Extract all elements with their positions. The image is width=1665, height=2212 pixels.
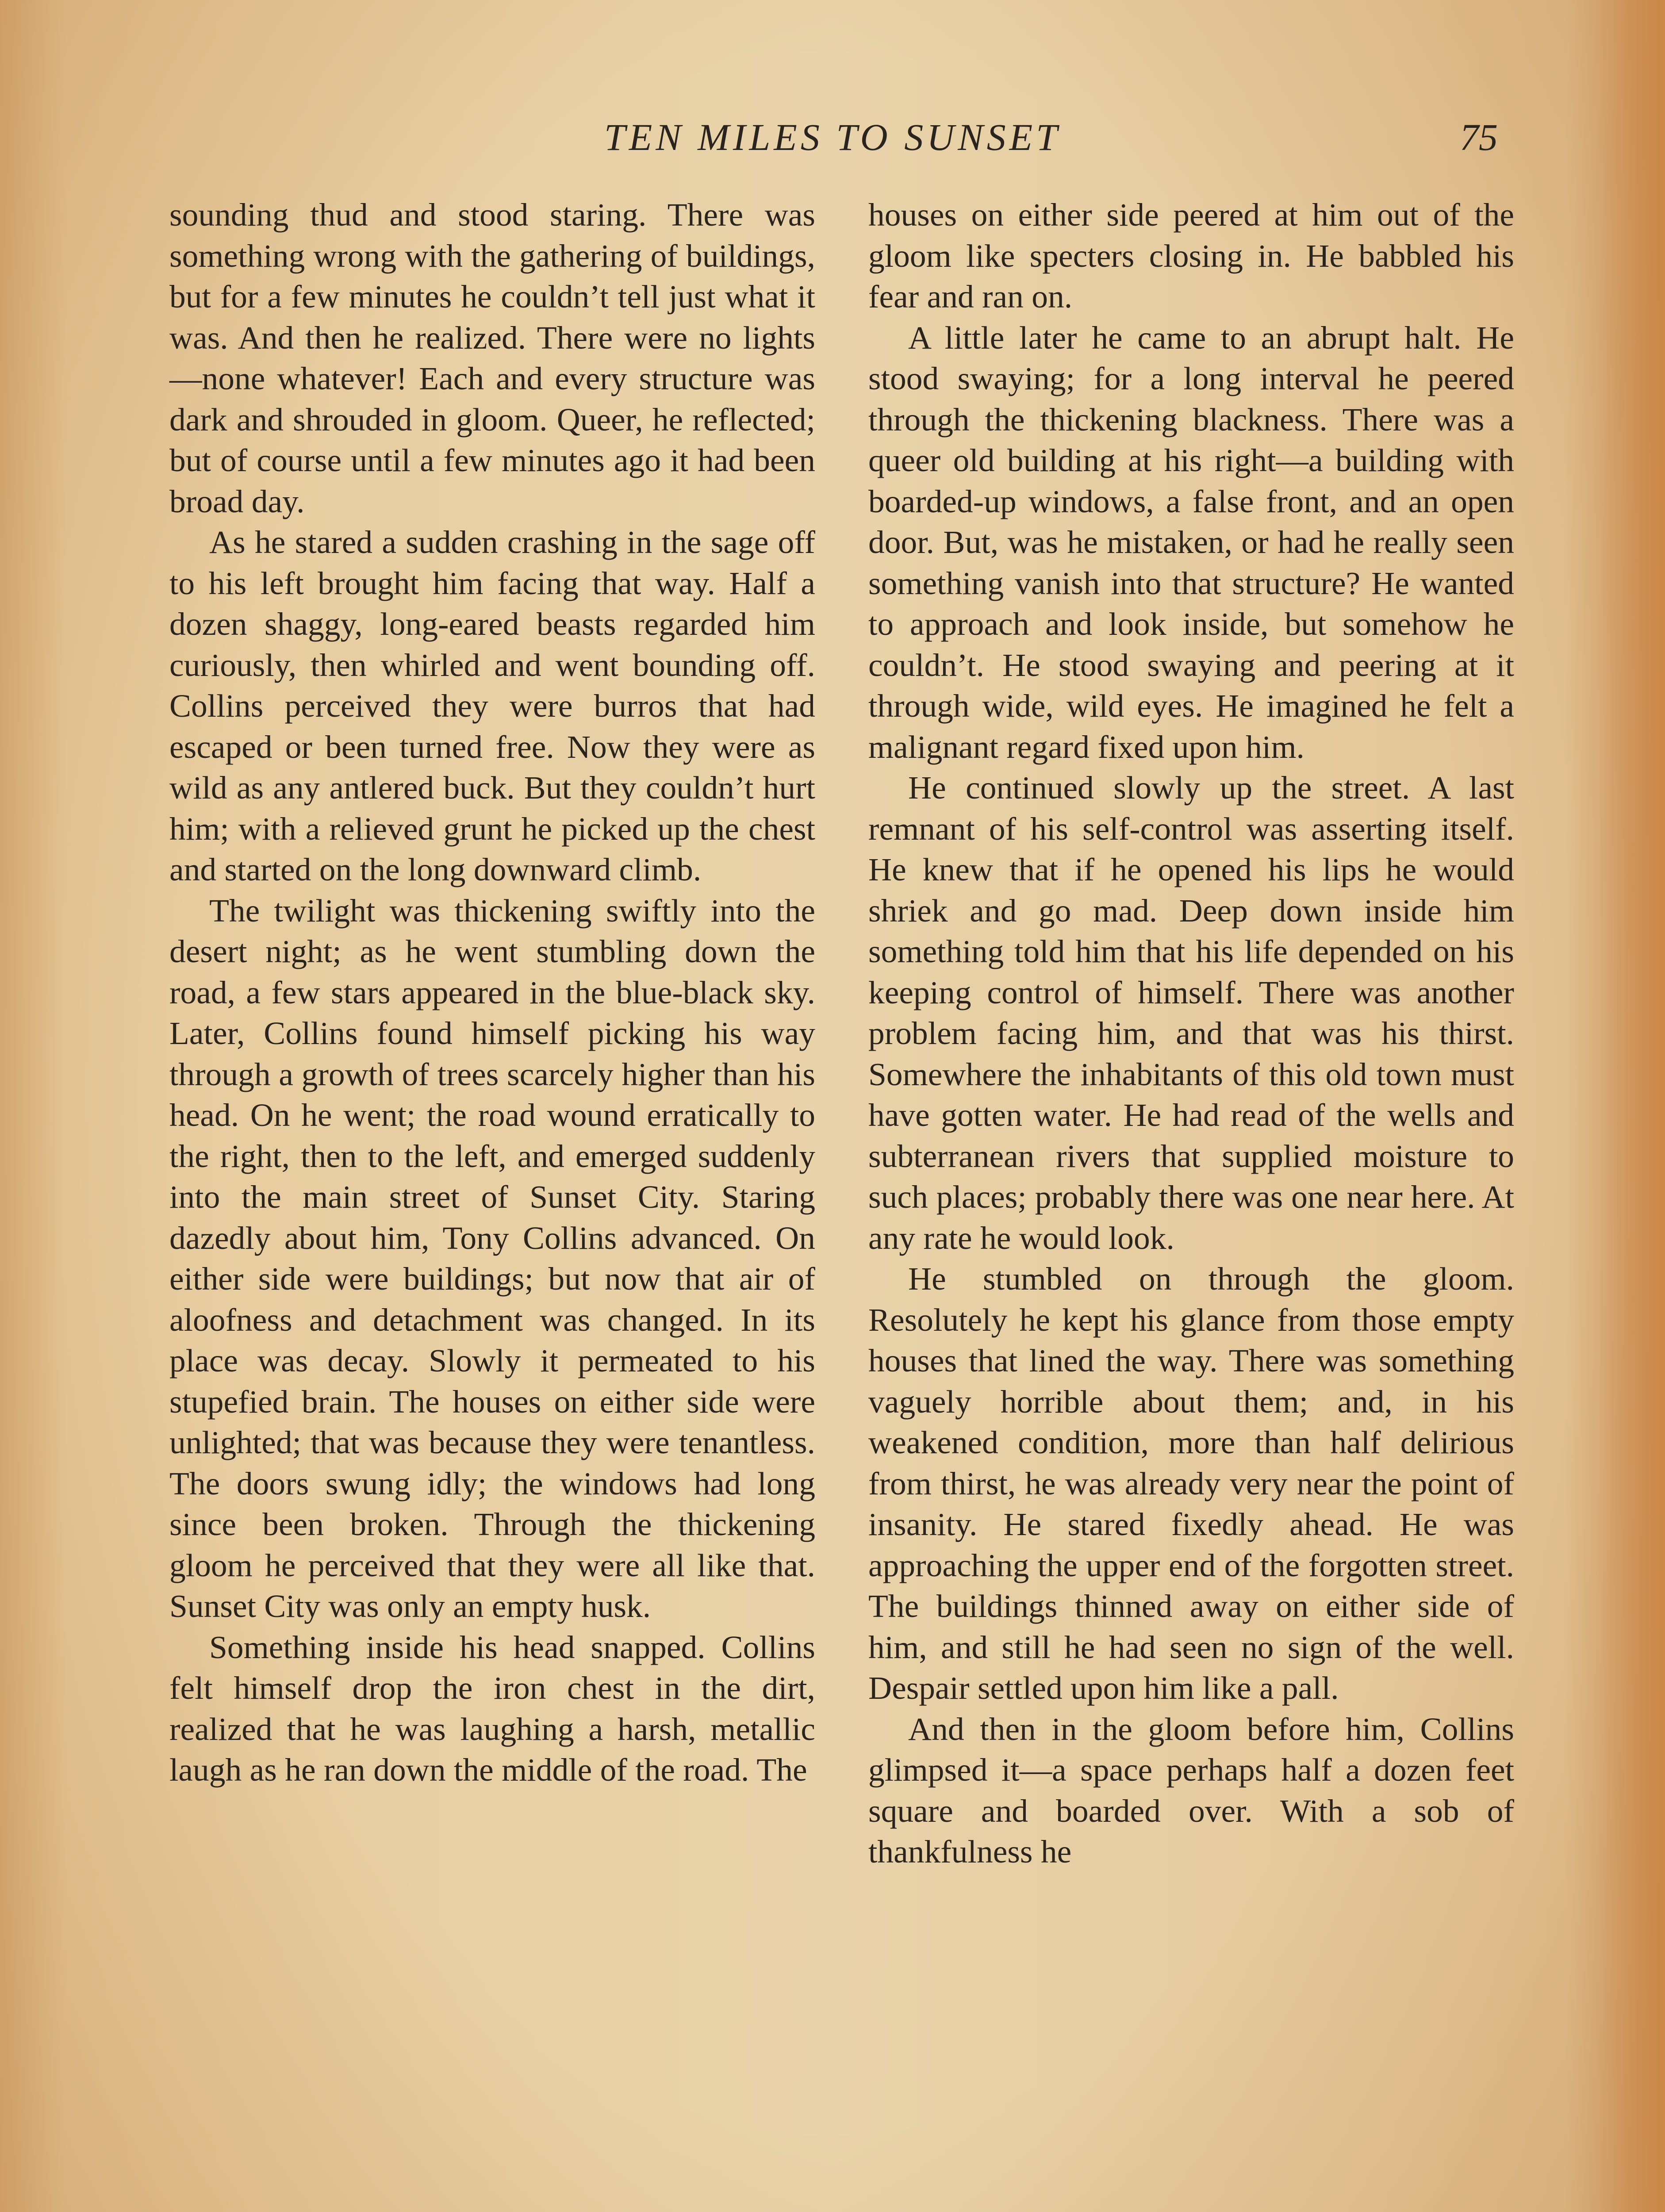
left-column xyxy=(169,195,815,2212)
paragraph: houses on either side peered at him out of the gloom like specters closing in. He babbled his fear and ran on. xyxy=(868,197,1514,315)
paragraph: As he stared a sudden crashing in the sage off to his left brought him facing that way. Half a dozen shaggy, long-eared beasts regarded him curiously, then whirled and went bounding off. Collins perceived they were burros that had escaped or been turned free. Now they were as wild as any antlered buck. But they couldn’t hurt him; with a relieved grunt he picked up the chest and started on the long downward climb. xyxy=(169,524,815,887)
right-column xyxy=(868,195,1514,2212)
paragraph: The twilight was thickening swiftly into the desert night; as he went stumbling down the road, a few stars appeared in the blue-black sky. Later, Collins found himself picking his way through a growth of trees scarcely higher than his head. On he went; the road wound erratically to the right, then to the left, and emerged suddenly into the main street of Sunset City. Staring dazedly about him, Tony Collins advanced. On either side were buildings; but now that air of aloofness and detachment was changed. In its place was decay. Slowly it permeated to his stupefied brain. The houses on either side were unlighted; that was because they were tenantless. The doors swung idly; the windows had long since been broken. Through the thickening gloom he perceived that they were all like that. Sunset City was only an empty husk. xyxy=(169,892,815,1624)
running-title: TEN MILES TO SUNSET xyxy=(604,116,1061,158)
page-number: 75 xyxy=(1460,116,1498,158)
paragraph: And then in the gloom before him, Collins glimpsed it—a space perhaps half a dozen feet square and boarded over. With a sob of thankfulness he xyxy=(868,1711,1514,1870)
paragraph: He continued slowly up the street. A last remnant of his self-control was asserting itself. He knew that if he opened his lips he would shriek and go mad. Deep down inside him something told him that his life depended on his keeping control of himself. There was another problem facing him, and that was his thirst. Somewhere the inhabitants of this old town must have gotten water. He had read of the wells and subterranean rivers that supplied moisture to such places; probably there was one near here. At any rate he would look. xyxy=(868,770,1514,1256)
paragraph: He stumbled on through the gloom. Resolutely he kept his glance from those empty houses that lined the way. There was something vaguely horrible about them; and, in his weakened condition, more than half delirious from thirst, he was already very near the point of insanity. He stared fixedly ahead. He was approaching the upper end of the forgotten street. The buildings thinned away on either side of him, and still he had seen no sign of the well. Despair settled upon him like a pall. xyxy=(868,1261,1514,1706)
paragraph: A little later he came to an abrupt halt. He stood swaying; for a long interval he peered through the thickening blackness. There was a queer old building at his right—a building with boarded-up windows, a false front, and an open door. But, was he mistaken, or had he really seen something vanish into that structure? He wanted to approach and look inside, but somehow he couldn’t. He stood swaying and peering at it through wide, wild eyes. He imagined he felt a malignant regard fixed upon him. xyxy=(868,319,1514,765)
paragraph: Something inside his head snapped. Collins felt himself drop the iron chest in the dirt, realized that he was laughing a harsh, metallic laugh as he ran down the middle of the road. The xyxy=(169,1629,815,1788)
paragraph: sounding thud and stood staring. There was something wrong with the gathering of buildings, but for a few minutes he couldn’t tell just what it was. And then he realized. There were no lights—none whatever! Each and every structure was dark and shrouded in gloom. Queer, he reflected; but of course until a few minutes ago it had been broad day. xyxy=(169,197,815,519)
